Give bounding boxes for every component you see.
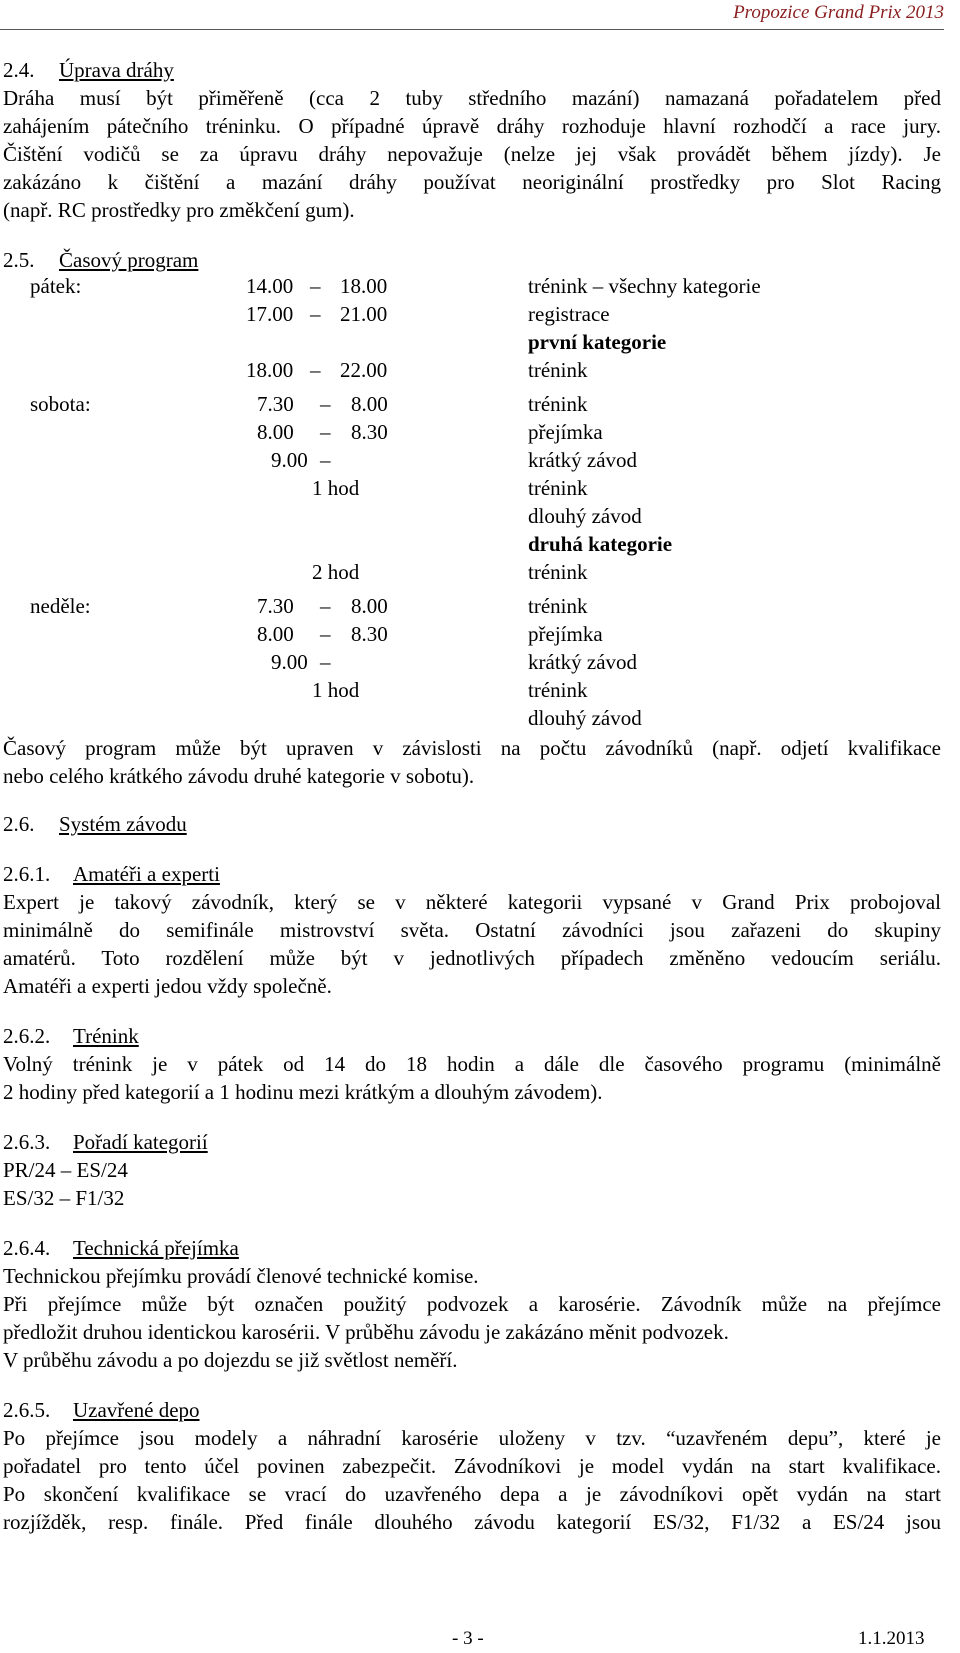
- section-title: Systém závodu: [59, 812, 187, 836]
- duration: 2 hod: [312, 560, 360, 584]
- footer-date: 1.1.2013: [858, 1628, 925, 1649]
- dash: –: [320, 392, 331, 416]
- paragraph-line: Po přejímce jsou modely a náhradní karosérie uloženy v tzv. “uzavřeném depu”, které je: [3, 1426, 941, 1450]
- dash: –: [320, 650, 331, 674]
- activity: přejímka: [528, 622, 603, 646]
- time-end: 8.30: [351, 420, 388, 444]
- section-number: 2.5.: [3, 248, 35, 272]
- time-start: 17.00: [246, 302, 294, 326]
- section-number: 2.6.5.: [3, 1398, 51, 1422]
- duration: 1 hod: [312, 678, 360, 702]
- paragraph-line: Expert je takový závodník, který se v některé kategorii vypsané v Grand Prix probojoval: [3, 890, 941, 914]
- time-start: 9.00: [271, 650, 308, 674]
- section-number: 2.6.2.: [3, 1024, 51, 1048]
- section-2-6-5-heading: [3, 1396, 941, 1425]
- section-2-4-heading: [3, 56, 941, 85]
- activity: přejímka: [528, 420, 603, 444]
- paragraph-line: rozjížděk, resp. finále. Před finále dlouhého závodu kategorií ES/32, F1/32 a ES/24 jsou: [3, 1510, 941, 1534]
- header-rule: [0, 29, 944, 30]
- section-number: 2.4.: [3, 58, 35, 82]
- time-start: 14.00: [246, 274, 294, 298]
- section-2-6-3-heading: [3, 1128, 941, 1157]
- paragraph-line: amatérů. Toto rozdělení může být v jednotlivých případech změněno vedoucím seriálu.: [3, 946, 941, 970]
- page-header: Propozice Grand Prix 2013: [733, 2, 944, 23]
- dash: –: [320, 594, 331, 618]
- paragraph-line: Dráha musí být přiměřeně (cca 2 tuby středního mazání) namazaná pořadatelem před: [3, 86, 941, 110]
- paragraph-line: zahájením pátečního tréninku. O případné úpravě dráhy rozhoduje hlavní rozhodčí a race jury.: [3, 114, 941, 138]
- dash: –: [310, 274, 321, 298]
- section-number: 2.6.4.: [3, 1236, 51, 1260]
- section-2-6-2-heading: [3, 1022, 941, 1051]
- category-order-line: ES/32 – F1/32: [3, 1186, 125, 1210]
- paragraph-line: Volný trénink je v pátek od 14 do 18 hodin a dále dle časového programu (minimálně: [3, 1052, 941, 1076]
- category-heading: první kategorie: [528, 330, 667, 354]
- day-label: pátek:: [30, 274, 82, 298]
- day-label: neděle:: [30, 594, 91, 618]
- time-start: 18.00: [246, 358, 294, 382]
- paragraph-line: (např. RC prostředky pro změkčení gum).: [3, 198, 355, 222]
- activity: trénink: [528, 476, 588, 500]
- paragraph-line: 2 hodiny před kategorií a 1 hodinu mezi krátkým a dlouhým závodem).: [3, 1080, 603, 1104]
- paragraph-line: Při přejímce může být označen použitý podvozek a karosérie. Závodník může na přejímce: [3, 1292, 941, 1316]
- activity: krátký závod: [528, 650, 638, 674]
- time-end: 18.00: [340, 274, 388, 298]
- section-title: Časový program: [59, 248, 199, 272]
- paragraph-line: V průběhu závodu a po dojezdu se již světlost neměří.: [3, 1348, 458, 1372]
- paragraph-line: Technickou přejímku provádí členové technické komise.: [3, 1264, 479, 1288]
- duration: 1 hod: [312, 476, 360, 500]
- time-start: 9.00: [271, 448, 308, 472]
- paragraph-line: zakázáno k čištění a mazání dráhy používat neoriginální prostředky pro Slot Racing: [3, 170, 941, 194]
- category-order-line: PR/24 – ES/24: [3, 1158, 128, 1182]
- activity: trénink: [528, 560, 588, 584]
- time-start: 8.00: [257, 622, 294, 646]
- day-label: sobota:: [30, 392, 91, 416]
- activity: registrace: [528, 302, 610, 326]
- paragraph-line: Po skončení kvalifikace se vrací do uzavřeného depa a je závodníkovi opět vydán na start: [3, 1482, 941, 1506]
- activity: trénink: [528, 594, 588, 618]
- paragraph-line: nebo celého krátkého závodu druhé kategorie v sobotu).: [3, 764, 475, 788]
- paragraph-line: Časový program může být upraven v závislosti na počtu závodníků (např. odjetí kvalifikace: [3, 736, 941, 760]
- dash: –: [320, 448, 331, 472]
- dash: –: [320, 420, 331, 444]
- section-title: Úprava dráhy: [59, 58, 174, 82]
- section-title: Pořadí kategorií: [73, 1130, 208, 1154]
- category-heading: druhá kategorie: [528, 532, 673, 556]
- activity: dlouhý závod: [528, 504, 642, 528]
- time-end: 8.00: [351, 594, 388, 618]
- paragraph-line: Čištění vodičů se za úpravu dráhy nepovažuje (nelze jej však provádět během jízdy). Je: [3, 142, 941, 166]
- activity: trénink: [528, 358, 588, 382]
- dash: –: [320, 622, 331, 646]
- paragraph-line: předložit druhou identickou karosérii. V průběhu závodu je zakázáno měnit podvozek.: [3, 1320, 729, 1344]
- paragraph-line: minimálně do semifinále mistrovství světa. Ostatní závodníci jsou zařazeni do skupiny: [3, 918, 941, 942]
- section-2-6-1-heading: [3, 860, 941, 889]
- section-title: Trénink: [73, 1024, 139, 1048]
- section-number: 2.6.3.: [3, 1130, 51, 1154]
- section-title: Uzavřené depo: [73, 1398, 200, 1422]
- activity: krátký závod: [528, 448, 638, 472]
- activity: trénink: [528, 678, 588, 702]
- time-end: 8.30: [351, 622, 388, 646]
- time-end: 8.00: [351, 392, 388, 416]
- dash: –: [310, 358, 321, 382]
- section-title: Technická přejímka: [73, 1236, 239, 1260]
- time-start: 7.30: [257, 594, 294, 618]
- time-start: 8.00: [257, 420, 294, 444]
- paragraph-line: pořadatel pro tento účel povinen zabezpečit. Závodníkovi je model vydán na start kvalifikace.: [3, 1454, 941, 1478]
- section-2-6-4-heading: [3, 1234, 941, 1263]
- section-number: 2.6.: [3, 812, 35, 836]
- time-end: 22.00: [340, 358, 388, 382]
- section-title: Amatéři a experti: [73, 862, 220, 886]
- activity: trénink: [528, 392, 588, 416]
- activity: dlouhý závod: [528, 706, 642, 730]
- time-end: 21.00: [340, 302, 388, 326]
- section-number: 2.6.1.: [3, 862, 51, 886]
- activity: trénink – všechny kategorie: [528, 274, 761, 298]
- page-number: - 3 -: [452, 1628, 484, 1649]
- time-start: 7.30: [257, 392, 294, 416]
- paragraph-line: Amatéři a experti jedou vždy společně.: [3, 974, 332, 998]
- dash: –: [310, 302, 321, 326]
- section-2-5-heading: [3, 246, 941, 275]
- section-2-6-heading: [3, 810, 941, 839]
